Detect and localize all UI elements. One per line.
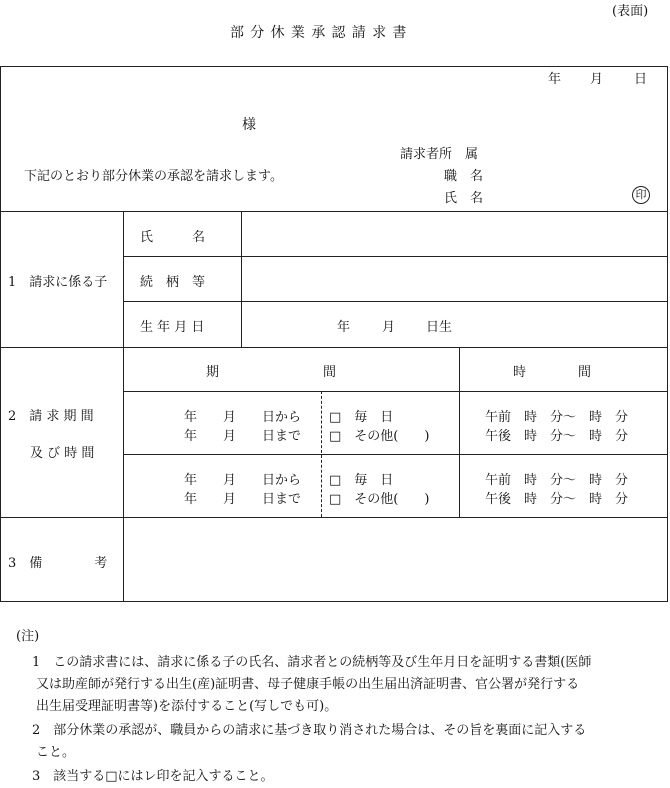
date-year: 年 bbox=[548, 72, 562, 87]
divider bbox=[123, 256, 668, 257]
request-text: 下記のとおり部分休業の承認を請求します。 bbox=[24, 169, 283, 184]
relation-label: 続 柄 等 bbox=[140, 275, 206, 290]
period-header: 期 間 bbox=[206, 365, 337, 380]
note-3: 3 該当する□にはレ印を記入すること。 bbox=[32, 769, 274, 784]
row1-time-pm: 午後 時 分～ 時 分 bbox=[485, 429, 629, 444]
date-month: 月 bbox=[590, 72, 604, 87]
page-title: 部分休業承認請求書 bbox=[230, 25, 413, 41]
divider bbox=[459, 347, 460, 517]
note-2-line-1: 2 部分休業の承認が、職員からの請求に基づき取り消された場合は、その旨を裏面に記入する bbox=[32, 723, 587, 738]
row2-option-daily: □ 毎 日 bbox=[329, 473, 394, 488]
divider bbox=[0, 211, 668, 212]
notes-heading: (注) bbox=[16, 629, 40, 644]
birth-year: 年 bbox=[337, 320, 351, 335]
seal-mark: 印 bbox=[632, 186, 650, 204]
row1-time-am: 午前 時 分～ 時 分 bbox=[485, 410, 629, 425]
note-1-line-2: 又は助産師が発行する出生(産)証明書、母子健康手帳の出生届出済証明書、官公署が発行する bbox=[36, 677, 580, 692]
child-name-label: 氏 名 bbox=[140, 230, 206, 245]
section2-label-line1: 2 請 求 期 間 bbox=[8, 409, 94, 424]
row2-time-am: 午前 時 分～ 時 分 bbox=[485, 473, 629, 488]
addressee-suffix: 様 bbox=[242, 117, 256, 133]
divider bbox=[123, 454, 668, 455]
requester-position: 職 名 bbox=[444, 169, 484, 184]
row1-option-other: □ その他( ) bbox=[329, 429, 430, 444]
row1-to-date: 年 月 日まで bbox=[184, 429, 302, 444]
section3-label: 3 備 考 bbox=[8, 556, 108, 571]
row1-option-daily: □ 毎 日 bbox=[329, 410, 394, 425]
section2-label-line2: 及 び 時 間 bbox=[30, 446, 95, 461]
note-1-line-3: 出生届受理証明書等)を添付すること(写しでも可)。 bbox=[36, 699, 338, 714]
requester-affiliation: 請求者所 属 bbox=[400, 147, 479, 162]
row2-from-date: 年 月 日から bbox=[184, 473, 302, 488]
birth-label: 生 年 月 日 bbox=[140, 320, 205, 335]
form-frame bbox=[0, 66, 668, 602]
note-2-line-2: こと。 bbox=[36, 745, 76, 760]
divider bbox=[241, 211, 242, 347]
row2-time-pm: 午後 時 分～ 時 分 bbox=[485, 492, 629, 507]
dashed-divider bbox=[321, 391, 322, 517]
divider bbox=[123, 211, 124, 601]
section1-label: 1 請求に係る子 bbox=[8, 275, 108, 290]
birth-day: 日生 bbox=[426, 320, 453, 335]
row2-option-other: □ その他( ) bbox=[329, 492, 430, 507]
note-1-line-1: 1 この請求書には、請求に係る子の氏名、請求者との続柄等及び生年月日を証明する書類(医師 bbox=[32, 655, 592, 670]
row2-to-date: 年 月 日まで bbox=[184, 492, 302, 507]
requester-name: 氏 名 bbox=[444, 191, 484, 206]
date-day: 日 bbox=[634, 72, 648, 87]
birth-month: 月 bbox=[382, 320, 396, 335]
time-header: 時 間 bbox=[513, 365, 592, 380]
divider bbox=[123, 391, 668, 392]
divider bbox=[0, 347, 668, 348]
row1-from-date: 年 月 日から bbox=[184, 410, 302, 425]
divider bbox=[123, 301, 668, 302]
side-label: (表面) bbox=[612, 4, 649, 19]
divider bbox=[0, 517, 668, 518]
